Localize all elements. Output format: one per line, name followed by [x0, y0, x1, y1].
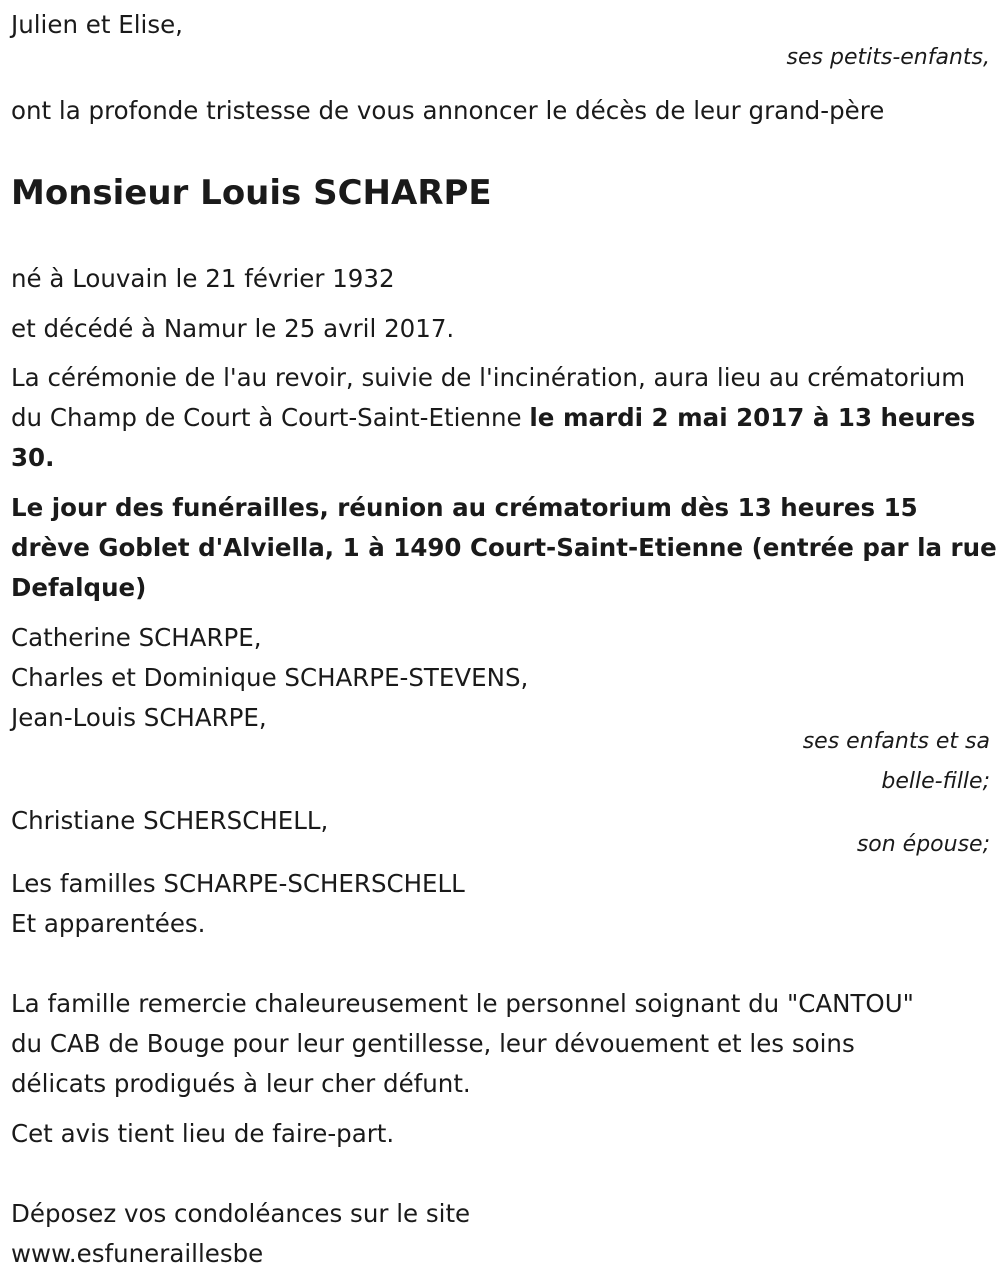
deceased-name: Monsieur Louis SCHARPE [11, 173, 492, 213]
children-relation-line-1: ses enfants et sa [802, 729, 990, 754]
thanks-line-2: du CAB de Bouge pour leur gentillesse, leur dévouement et les soins [11, 1029, 855, 1058]
thanks-line-3: délicats prodigués à leur cher défunt. [11, 1069, 471, 1098]
children-relation-line-2: belle-fille; [881, 769, 990, 794]
announcement-text: ont la profonde tristesse de vous annoncer le décès de leur grand-père [11, 96, 885, 125]
gathering-line-2: drève Goblet d'Alviella, 1 à 1490 Court-Saint-Etienne (entrée par la rue [11, 533, 997, 562]
spouse-relation: son épouse; [856, 832, 990, 857]
notice-line: Cet avis tient lieu de faire-part. [11, 1119, 395, 1148]
families-line: Les familles SCHARPE-SCHERSCHELL [11, 869, 465, 898]
website-link[interactable]: www.esfuneraillesbe [11, 1239, 264, 1268]
spouse-name: Christiane SCHERSCHELL, [11, 806, 329, 835]
relatives-line: Et apparentées. [11, 909, 206, 938]
birth-info: né à Louvain le 21 février 1932 [11, 264, 395, 293]
ceremony-paragraph [11, 358, 986, 478]
ceremony-date: le mardi 2 mai 2017 à 13 heures 30. [11, 403, 976, 472]
family-child: Charles et Dominique SCHARPE-STEVENS, [11, 663, 529, 692]
announcer-names: Julien et Elise, [11, 10, 183, 39]
gathering-line-1: Le jour des funérailles, réunion au crématorium dès 13 heures 15 [11, 493, 918, 522]
family-child: Jean-Louis SCHARPE, [11, 703, 267, 732]
thanks-line-1: La famille remercie chaleureusement le personnel soignant du "CANTOU" [11, 989, 914, 1018]
family-child: Catherine SCHARPE, [11, 623, 262, 652]
gathering-line-3: Defalque) [11, 573, 147, 602]
announcer-relation: ses petits-enfants, [786, 45, 990, 70]
ceremony-text: La cérémonie de l'au revoir, suivie de l'incinération, aura lieu au crématorium du Champ de Court à Court-Saint-Etienne [11, 363, 966, 432]
condolences-line: Déposez vos condoléances sur le site [11, 1199, 471, 1228]
death-info: et décédé à Namur le 25 avril 2017. [11, 314, 455, 343]
